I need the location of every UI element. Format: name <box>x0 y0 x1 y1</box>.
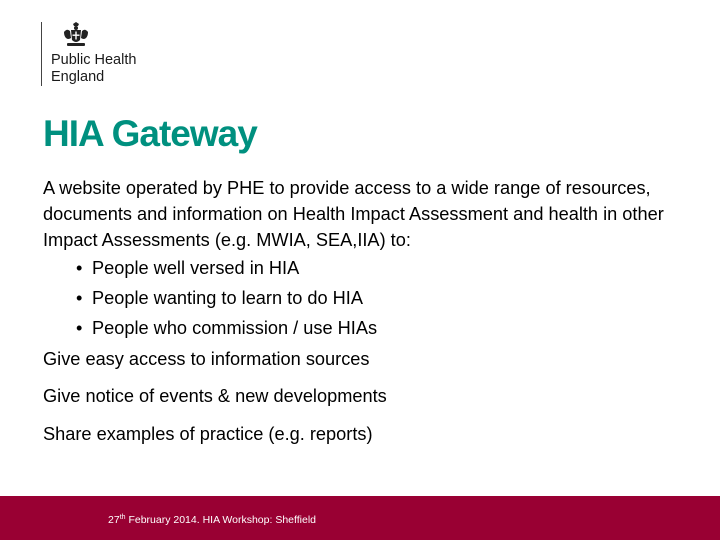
footer-bar <box>0 496 720 540</box>
list-item-text: People wanting to learn to do HIA <box>92 288 363 308</box>
audience-list <box>76 253 377 343</box>
royal-crest-icon <box>62 22 90 48</box>
list-item-text: People well versed in HIA <box>92 258 300 278</box>
footer-ordinal: th <box>119 514 126 521</box>
bullet-icon: • <box>76 288 83 308</box>
point-practice-examples: Share examples of practice (e.g. reports) <box>43 424 373 444</box>
point-events: Give notice of events & new developments <box>43 386 387 406</box>
list-item <box>76 313 377 343</box>
footer-caption <box>108 514 316 526</box>
list-item <box>76 253 377 283</box>
org-name-line2: England <box>51 69 105 85</box>
phe-logo <box>41 22 136 86</box>
list-item <box>76 283 377 313</box>
footer-event-text: February 2014. HIA Workshop: Sheffield <box>125 514 316 526</box>
footer-day: 27 <box>108 514 120 526</box>
organisation-name <box>51 52 136 86</box>
list-item-text: People who commission / use HIAs <box>92 318 378 338</box>
org-name-line1: Public Health <box>51 52 137 68</box>
slide-title: HIA Gateway <box>43 113 257 154</box>
bullet-icon: • <box>76 258 83 278</box>
bullet-icon: • <box>76 318 83 338</box>
point-information-sources: Give easy access to information sources <box>43 349 370 369</box>
intro-paragraph: A website operated by PHE to provide access to a wide range of resources, documents and information on Health Impact Assessment and health in other Impact Assessments (e.g. MWIA, SEA,IIA) to: <box>43 178 664 250</box>
logo-divider <box>41 22 42 86</box>
